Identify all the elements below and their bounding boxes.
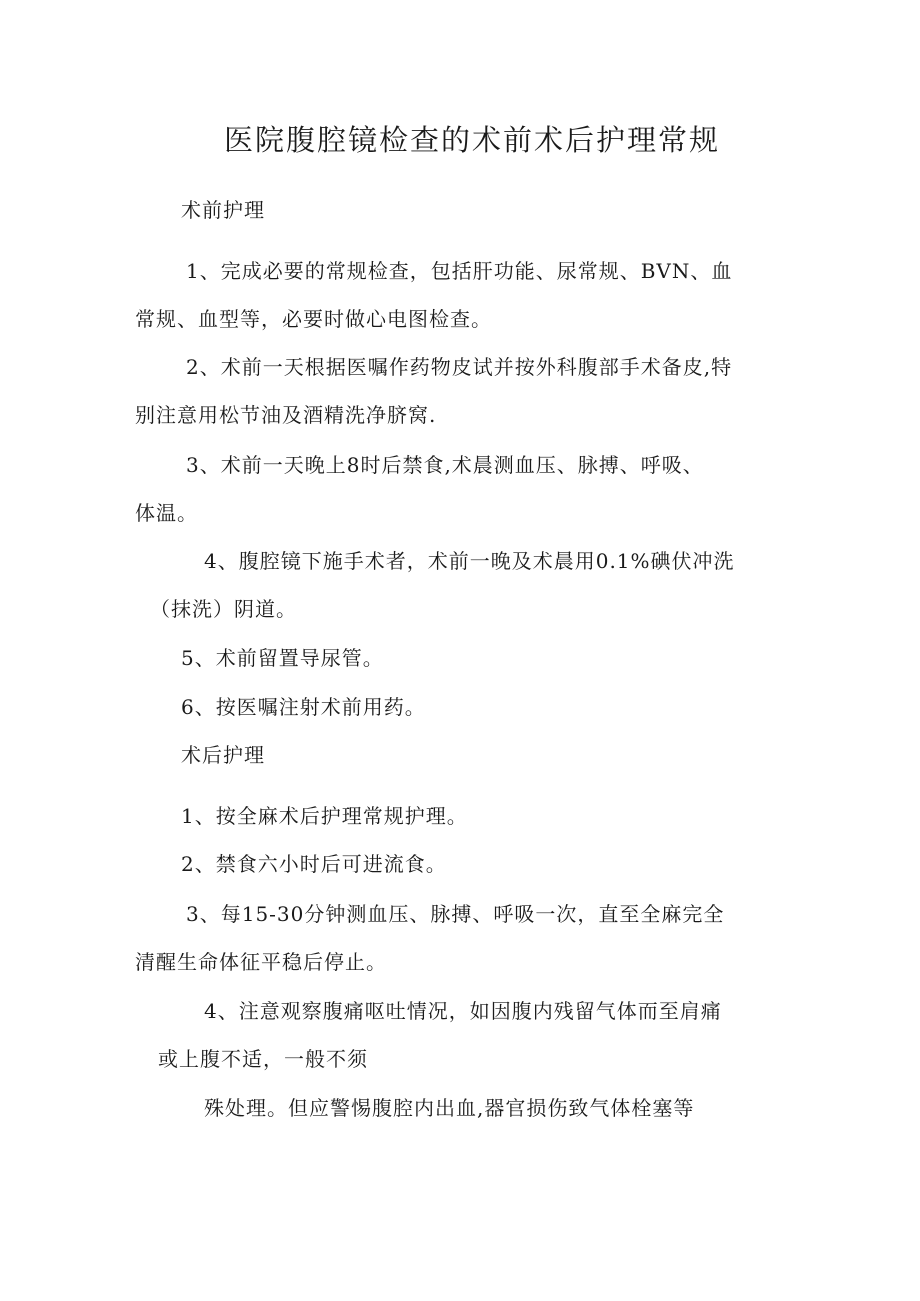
list-item-line: 2、禁食六小时后可进流食。 bbox=[181, 852, 447, 876]
list-item-line: 4、注意观察腹痛呕吐情况，如因腹内残留气体而至肩痛 bbox=[204, 999, 722, 1023]
list-item-line: 常规、血型等，必要时做心电图检查。 bbox=[135, 307, 492, 331]
section-heading-pre-op: 术前护理 bbox=[181, 198, 265, 222]
list-item-line: 2、术前一天根据医嘱作药物皮试并按外科腹部手术备皮,特 bbox=[186, 355, 733, 379]
list-item-line: 6、按医嘱注射术前用药。 bbox=[181, 695, 426, 719]
list-item-line: （抹洗）阴道。 bbox=[150, 597, 297, 621]
document-title: 医院腹腔镜检查的术前术后护理常规 bbox=[224, 123, 721, 157]
list-item-line: 3、每15-30分钟测血压、脉搏、呼吸一次，直至全麻完全 bbox=[186, 902, 725, 926]
list-item-line: 3、术前一天晚上8时后禁食,术晨测血压、脉搏、呼吸、 bbox=[186, 453, 704, 477]
list-item-line: 1、按全麻术后护理常规护理。 bbox=[181, 804, 468, 828]
list-item-line: 4、腹腔镜下施手术者，术前一晚及术晨用0.1%碘伏冲洗 bbox=[204, 549, 735, 573]
list-item-line: 或上腹不适，一般不须 bbox=[158, 1047, 368, 1071]
list-item-line: 1、完成必要的常规检查，包括肝功能、尿常规、BVN、血 bbox=[186, 259, 733, 283]
list-item-line: 5、术前留置导尿管。 bbox=[181, 646, 384, 670]
section-heading-post-op: 术后护理 bbox=[181, 743, 265, 767]
list-item-line: 别注意用松节油及酒精洗净脐窝. bbox=[135, 403, 437, 427]
list-item-line: 清醒生命体征平稳后停止。 bbox=[135, 950, 387, 974]
list-item-line: 殊处理。但应警惕腹腔内出血,器官损伤致气体栓塞等 bbox=[204, 1096, 695, 1120]
list-item-line: 体温。 bbox=[135, 501, 198, 525]
